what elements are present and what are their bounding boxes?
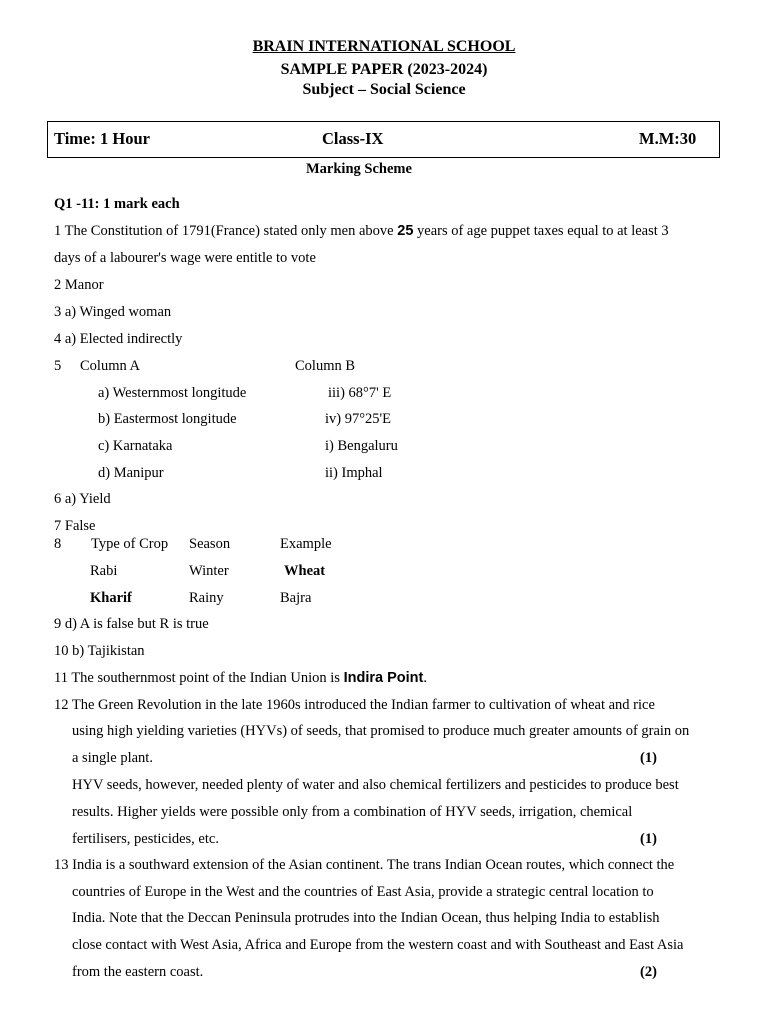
q5-row-a: b) Eastermost longitude <box>98 411 237 427</box>
marks-indicator: (2) <box>640 964 657 980</box>
answer-q13-line: close contact with West Asia, Africa and Europe from the western coast and with Southeast and East Asia <box>72 937 684 953</box>
q8-cell: Rabi <box>90 563 118 579</box>
marks-indicator: (1) <box>640 831 657 847</box>
answer-q13-line: 13 India is a southward extension of the Asian continent. The trans Indian Ocean routes, which connect the <box>54 857 675 873</box>
answer-q12-line: results. Higher yields were possible only from a combination of HYV seeds, irrigation, chemical <box>72 804 633 820</box>
answer-q10: 10 b) Tajikistan <box>54 643 145 659</box>
info-box <box>47 121 720 158</box>
q8-cell: Kharif <box>90 590 132 606</box>
q5-row-a: a) Westernmost longitude <box>98 385 247 401</box>
answer-q12-line: HYV seeds, however, needed plenty of water and also chemical fertilizers and pesticides to produce best <box>72 777 679 793</box>
answer-q7: 7 False <box>54 518 96 534</box>
answer-q13-line: India. Note that the Deccan Peninsula protrudes into the Indian Ocean, thus helping India to establish <box>72 910 660 926</box>
subject-title: Subject – Social Science <box>302 81 466 98</box>
q8-number: 8 <box>54 536 62 552</box>
q5-row-b: iv) 97°25'E <box>325 411 392 427</box>
q8-header: Season <box>189 536 231 552</box>
time-label: Time: 1 Hour <box>54 129 150 148</box>
answer-q2: 2 Manor <box>54 277 104 293</box>
section-heading: Q1 -11: 1 mark each <box>54 196 180 212</box>
marks-label: M.M:30 <box>639 129 697 148</box>
marks-indicator: (1) <box>640 750 657 766</box>
school-name: BRAIN INTERNATIONAL SCHOOL <box>252 38 516 55</box>
answer-q11: 11 The southernmost point of the Indian Union is Indira Point. <box>54 670 427 686</box>
class-label: Class-IX <box>322 129 384 148</box>
answer-q9: 9 d) A is false but R is true <box>54 616 209 632</box>
answer-q3: 3 a) Winged woman <box>54 304 172 320</box>
q5-row-b: i) Bengaluru <box>325 438 398 454</box>
q8-cell: Wheat <box>284 563 326 579</box>
q5-row-a: d) Manipur <box>98 465 164 481</box>
answer-q1-line2: days of a labourer's wage were entitle to vote <box>54 250 316 266</box>
answer-q1: 1 The Constitution of 1791(France) stated only men above 25 years of age puppet taxes equal to at least 3 <box>54 223 669 239</box>
q8-cell: Rainy <box>189 590 224 606</box>
q5-row-b: iii) 68°7' E <box>328 385 392 401</box>
answer-q4: 4 a) Elected indirectly <box>54 331 183 347</box>
q8-header: Example <box>280 536 332 552</box>
answer-q13-line: from the eastern coast. <box>72 964 204 980</box>
answer-q12-line: fertilisers, pesticides, etc. <box>72 831 219 847</box>
answer-q6: 6 a) Yield <box>54 491 111 507</box>
answer-q12-line: 12 The Green Revolution in the late 1960s introduced the Indian farmer to cultivation of wheat and rice <box>54 697 655 713</box>
answer-q13-line: countries of Europe in the West and the countries of East Asia, provide a strategic central location to <box>72 884 654 900</box>
q5-row-a: c) Karnataka <box>98 438 173 454</box>
q8-cell: Bajra <box>280 590 312 606</box>
q8-header: Type of Crop <box>91 536 169 552</box>
answer-q12-line: a single plant. <box>72 750 153 766</box>
q5-number: 5 <box>54 358 62 374</box>
paper-title: SAMPLE PAPER (2023-2024) <box>280 61 488 78</box>
q8-cell: Winter <box>189 563 229 579</box>
q5-column-a-header: Column A <box>80 358 141 374</box>
answer-q12-line: using high yielding varieties (HYVs) of seeds, that promised to produce much greater amounts of grain on <box>72 723 690 739</box>
q5-row-b: ii) Imphal <box>325 465 383 481</box>
marking-scheme-title: Marking Scheme <box>306 161 412 177</box>
q5-column-b-header: Column B <box>295 358 356 374</box>
